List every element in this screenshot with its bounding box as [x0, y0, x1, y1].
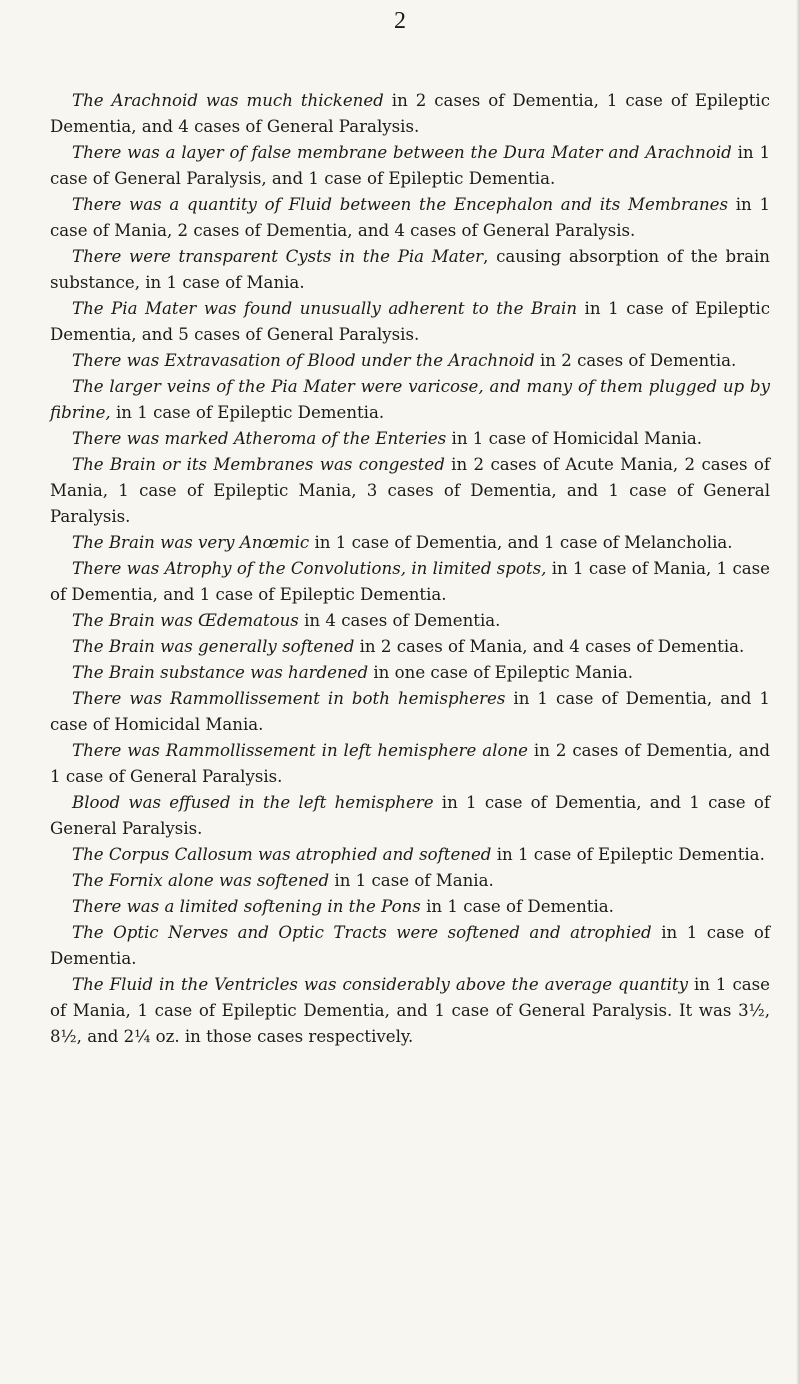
finding-cases: in 2 cases of Dementia, 1 case of Epileptic Dementia, and 4 cases of General Paralysis.	[50, 91, 770, 136]
finding-description: The Brain or its Membranes was congested	[72, 455, 445, 474]
finding-description: The Brain substance was hardened	[72, 663, 369, 682]
finding-paragraph	[50, 348, 770, 374]
finding-description: There was Rammollissement in left hemisphere alone	[72, 741, 528, 760]
finding-description: The larger veins of the Pia Mater were varicose, and many of them plugged up by fibrine,	[50, 377, 770, 422]
finding-paragraph	[50, 296, 770, 348]
finding-description: There was a limited softening in the Pons	[72, 897, 421, 916]
finding-cases: in 1 case of Mania, 1 case of Dementia, and 1 case of Epileptic Dementia.	[50, 559, 771, 604]
finding-description: There was Rammollissement in both hemispheres	[72, 689, 506, 708]
finding-paragraph	[50, 452, 770, 530]
finding-description: The Brain was generally softened	[72, 637, 355, 656]
finding-cases: in 1 case of Mania, 1 case of Epileptic Dementia, and 1 case of General Paralysis. It was 3½, 8½, and 2¼ oz. in those cases respectively.	[50, 975, 770, 1046]
finding-paragraph	[50, 738, 770, 790]
finding-cases: in 1 case of General Paralysis, and 1 case of Epileptic Dementia.	[50, 143, 771, 188]
page-edge-shadow	[796, 0, 800, 1384]
finding-cases: in 1 case of Mania.	[329, 871, 494, 890]
finding-cases: in 2 cases of Mania, and 4 cases of Dementia.	[354, 637, 745, 656]
finding-cases: in one case of Epileptic Mania.	[368, 663, 633, 682]
finding-description: The Fornix alone was softened	[72, 871, 330, 890]
finding-paragraph	[50, 660, 770, 686]
finding-cases: in 2 cases of Dementia, and 1 case of General Paralysis.	[50, 741, 770, 786]
finding-cases: in 1 case of Epileptic Dementia, and 5 cases of General Paralysis.	[50, 299, 771, 344]
finding-cases: in 1 case of Dementia, and 1 case of Melancholia.	[309, 533, 733, 552]
finding-cases: , causing absorption of the brain substance, in 1 case of Mania.	[50, 247, 770, 292]
page-number: 2	[394, 8, 406, 34]
finding-cases: in 1 case of Dementia, and 1 case of General Paralysis.	[50, 793, 770, 838]
finding-paragraph	[50, 920, 770, 972]
finding-cases: in 1 case of Epileptic Dementia.	[110, 403, 385, 422]
finding-paragraph	[50, 868, 770, 894]
finding-paragraph	[50, 790, 770, 842]
finding-paragraph	[50, 842, 770, 868]
finding-description: The Pia Mater was found unusually adherent to the Brain	[72, 299, 578, 318]
finding-paragraph	[50, 608, 770, 634]
finding-paragraph	[50, 244, 770, 296]
finding-paragraph	[50, 426, 770, 452]
finding-cases: in 1 case of Epileptic Dementia.	[491, 845, 765, 864]
finding-description: Blood was effused in the left hemisphere	[72, 793, 434, 812]
finding-description: There was a quantity of Fluid between the Encephalon and its Membranes	[72, 195, 728, 214]
finding-paragraph	[50, 374, 770, 426]
finding-paragraph	[50, 88, 770, 140]
finding-paragraph	[50, 894, 770, 920]
finding-paragraph	[50, 530, 770, 556]
finding-paragraph	[50, 556, 770, 608]
finding-paragraph	[50, 634, 770, 660]
finding-description: The Optic Nerves and Optic Tracts were softened and atrophied	[72, 923, 652, 942]
finding-description: The Fluid in the Ventricles was considerably above the average quantity	[72, 975, 688, 994]
finding-description: There was Atrophy of the Convolutions, in limited spots,	[72, 559, 547, 578]
document-body	[50, 88, 770, 1050]
finding-cases: in 1 case of Mania, 2 cases of Dementia, and 4 cases of General Paralysis.	[50, 195, 770, 240]
finding-paragraph	[50, 686, 770, 738]
finding-cases: in 1 case of Homicidal Mania.	[446, 429, 703, 448]
finding-description: There was marked Atheroma of the Enteries	[72, 429, 447, 448]
finding-cases: in 2 cases of Acute Mania, 2 cases of Mania, 1 case of Epileptic Mania, 3 cases of Dementia, and 1 case of General Paralysis.	[50, 455, 770, 526]
finding-description: The Brain was Œdematous	[72, 611, 299, 630]
finding-paragraph	[50, 192, 770, 244]
finding-description: There was Extravasation of Blood under the Arachnoid	[72, 351, 535, 370]
finding-cases: in 1 case of Dementia.	[420, 897, 614, 916]
finding-description: The Corpus Callosum was atrophied and softened	[72, 845, 492, 864]
finding-paragraph	[50, 140, 770, 192]
finding-paragraph	[50, 972, 770, 1050]
finding-cases: in 4 cases of Dementia.	[298, 611, 501, 630]
finding-description: There were transparent Cysts in the Pia Mater	[72, 247, 484, 266]
finding-description: The Brain was very Anœmic	[72, 533, 310, 552]
finding-description: The Arachnoid was much thickened	[72, 91, 384, 110]
finding-cases: in 1 case of Dementia, and 1 case of Homicidal Mania.	[50, 689, 770, 734]
finding-description: There was a layer of false membrane between the Dura Mater and Arachnoid	[72, 143, 732, 162]
finding-cases: in 2 cases of Dementia.	[534, 351, 737, 370]
finding-cases: in 1 case of Dementia.	[50, 923, 770, 968]
